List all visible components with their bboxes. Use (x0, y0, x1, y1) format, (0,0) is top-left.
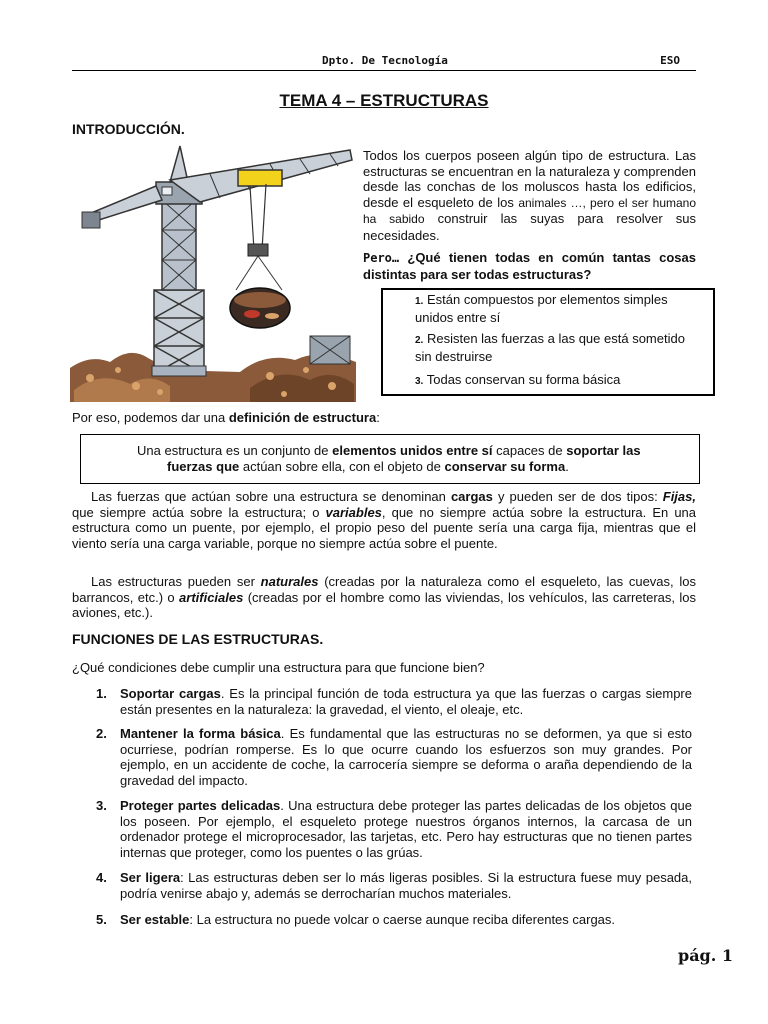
common-item-text: Todas conservan su forma básica (426, 372, 621, 387)
list-item-text: . Una estructura debe proteger las partes delicadas de los objetos que los poseen. Por ejemplo, el esqueleto protege nuestros órganos internos, la carcasa de un ordenador protege el microprocesador, las tarjetas, etc. Pero hay estructuras que no tienen partes internas que proteger, como los puentes o las grúas. (120, 798, 692, 860)
list-item-title: Mantener la forma básica (120, 726, 281, 741)
common-item-text: Resisten las fuerzas a las que está sometido sin destruirse (415, 331, 685, 364)
common-features-box (381, 288, 715, 396)
page-header (72, 52, 696, 71)
definition-line-2 (167, 459, 687, 475)
common-item-number: 2. (415, 335, 424, 346)
definition-b: elementos unidos entre sí (332, 443, 493, 458)
definition-intro (72, 410, 696, 426)
funciones-question: ¿Qué condiciones debe cumplir una estructura para que funcione bien? (72, 660, 485, 675)
list-item-text: : Las estructuras deben ser lo más ligeras posibles. Si la estructura fuese muy pesada, podría venirse abajo y, además se derrocharían muchos materiales. (120, 870, 692, 901)
list-item-number: 1. (96, 686, 107, 701)
tipos-b: naturales (260, 574, 319, 589)
por-eso-a: Por eso, podemos dar una (72, 410, 229, 425)
list-item-number: 4. (96, 870, 107, 885)
crane-illustration (70, 140, 356, 402)
page-title: TEMA 4 – ESTRUCTURAS (279, 91, 489, 110)
header-level: ESO (660, 54, 680, 67)
definition-box (80, 434, 700, 484)
intro-paragraph (363, 148, 696, 243)
intro-heading: INTRODUCCIÓN. (72, 121, 185, 137)
common-item-number: 3. (415, 376, 424, 387)
list-item-text: . Es la principal función de toda estructura ya que las fuerzas o cargas siempre están presentes en la naturaleza: la gravedad, el viento, el oleaje, etc. (120, 686, 692, 717)
cargas-e: que siempre actúa sobre la estructura; o (72, 504, 326, 520)
definition-a: Una estructura es un conjunto de (137, 443, 333, 458)
cargas-f: variables (325, 504, 382, 520)
question-text: ¿Qué tienen todas en común tantas cosas distintas para ser todas estructuras? (363, 250, 696, 282)
list-item-number: 2. (96, 726, 107, 741)
definition-c: capaces de (492, 443, 567, 458)
funciones-heading: FUNCIONES DE LAS ESTRUCTURAS. (72, 631, 324, 647)
definition-g: conservar su forma (444, 459, 566, 474)
intro-text-a: Todos los cuerpos poseen algún tipo de estructura. Las estructuras se encuentran en la naturaleza y comprenden desde las conchas de los moluscos hasta los edificios, desde el esqueleto de los (363, 148, 696, 210)
list-item-title: Soportar cargas (120, 686, 221, 701)
page-number: pág. 1 (678, 946, 734, 965)
common-item (415, 331, 705, 364)
por-eso-b: definición de estructura (228, 410, 377, 425)
common-item (415, 372, 705, 390)
cargas-g: , que no siempre actúa sobre la estructura. En una estructura como un puente, por ejemplo, el propio peso del puente sería una carga fija, mientras que el viento sería una carga variable, porque no siempre actúa sobre el puente. (72, 504, 697, 551)
definition-d: soportar las (566, 443, 641, 458)
common-item-number: 1. (415, 296, 424, 307)
list-item-number: 5. (96, 912, 107, 927)
tipos-c: (creadas por la naturaleza como el esqueleto, las cuevas, los barrancos, etc.) o (72, 574, 697, 605)
tipos-d: artificiales (179, 589, 244, 605)
por-eso-c: : (376, 410, 380, 425)
list-item-title: Ser ligera (120, 870, 181, 885)
cargas-b: cargas (450, 489, 493, 504)
tipos-a: Las estructuras pueden ser (91, 574, 261, 589)
list-item-title: Proteger partes delicadas (120, 798, 281, 813)
tipos-paragraph (72, 574, 696, 621)
list-item-number: 3. (96, 798, 107, 813)
question-pero: Pero… (363, 251, 400, 265)
definition-f: actúan sobre ella, con el objeto de (239, 459, 445, 474)
definition-h: . (565, 459, 569, 474)
cargas-c: y pueden ser de dos tipos: (492, 489, 663, 504)
definition-line-1 (137, 443, 687, 459)
intro-text-b: construir las suyas para resolver sus necesidades. (363, 211, 696, 243)
list-item-text: : La estructura no puede volcar o caerse aunque reciba diferentes cargas. (189, 912, 616, 927)
common-item-text: Están compuestos por elementos simples unidos entre sí (415, 292, 668, 325)
common-item (415, 292, 705, 325)
intro-text-small: animales …, pero el ser humano ha sabido (363, 195, 697, 226)
cargas-d: Fijas, (662, 489, 696, 504)
common-question (363, 250, 696, 282)
definition-e: fuerzas que (167, 459, 240, 474)
cargas-a: Las fuerzas que actúan sobre una estructura se denominan (91, 489, 451, 504)
cargas-paragraph (72, 489, 696, 551)
list-item-title: Ser estable (120, 912, 190, 927)
list-item-text: . Es fundamental que las estructuras no se deformen, ya que si esto ocurriese, podrían romperse. Es lo que ocurre cuando los esfuerzos son muy grandes. Por ejemplo, en un accidente de coche, la carrocería siempre se deforma o araña dependiendo de la gravedad del impacto. (120, 726, 693, 788)
tipos-e: (creadas por el hombre como las viviendas, los vehículos, las carreteras, los aviones, etc.). (72, 589, 696, 620)
header-department: Dpto. De Tecnología (322, 54, 448, 67)
